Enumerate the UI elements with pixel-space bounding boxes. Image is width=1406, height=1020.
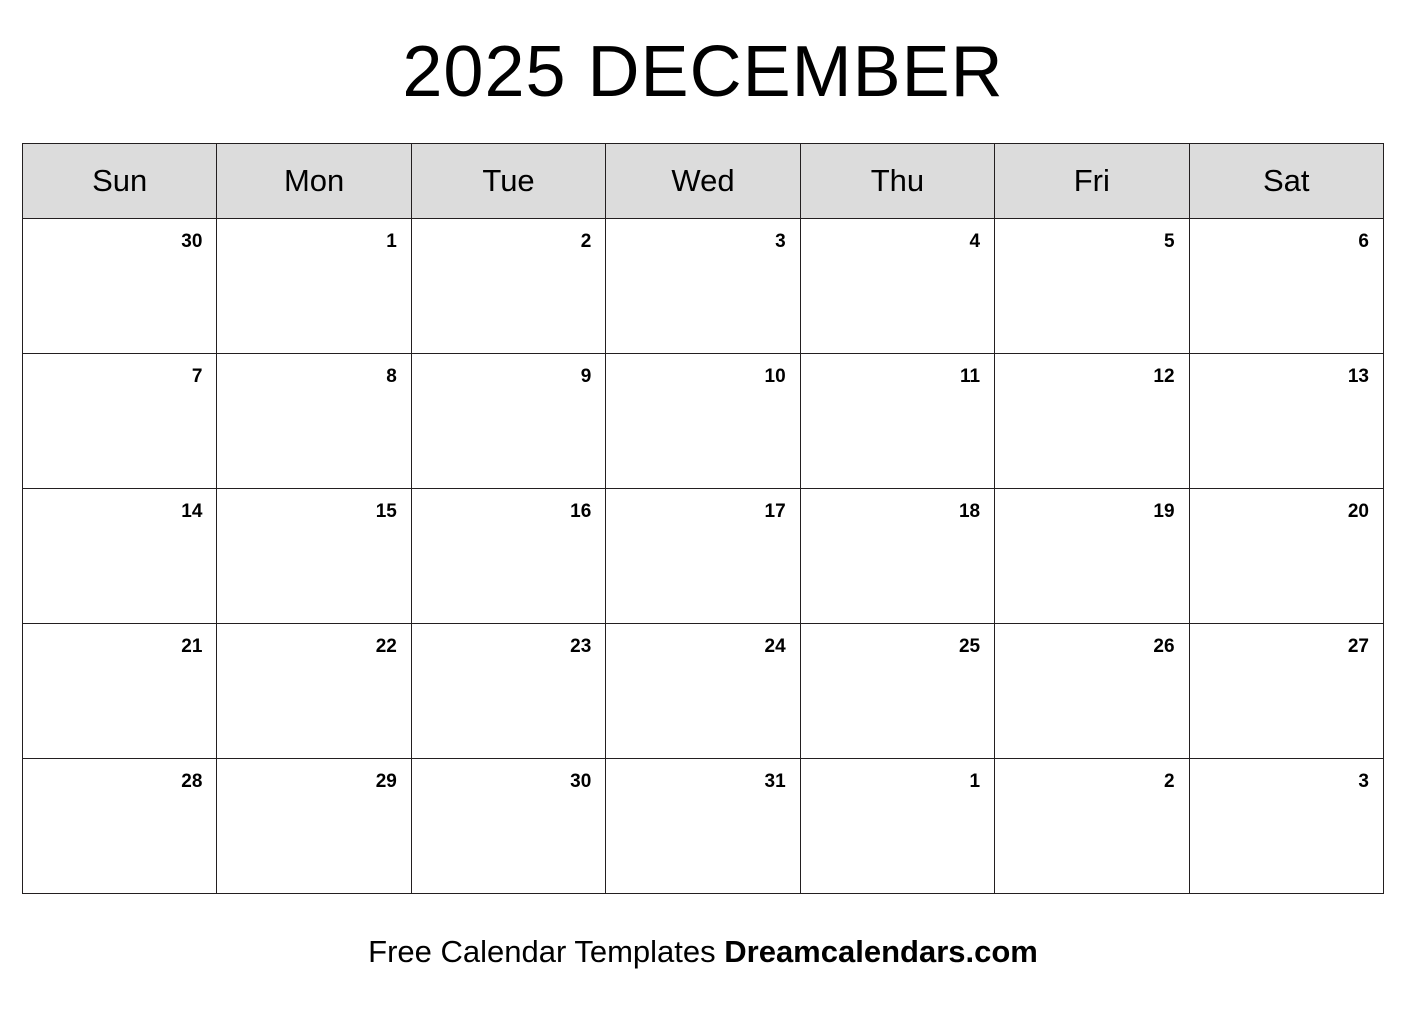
- weekday-header-sun: Sun: [23, 144, 217, 219]
- day-cell[interactable]: [1189, 489, 1383, 624]
- calendar-grid: [22, 143, 1384, 894]
- day-number: 28: [181, 771, 203, 792]
- day-cell[interactable]: [800, 624, 994, 759]
- weekday-header-tue: Tue: [411, 144, 605, 219]
- day-cell[interactable]: [606, 219, 800, 354]
- day-number: 5: [1163, 231, 1175, 252]
- day-number: 11: [960, 366, 981, 387]
- day-cell[interactable]: [411, 759, 605, 894]
- page-title: 2025 DECEMBER: [402, 32, 1004, 112]
- day-number: 30: [181, 231, 203, 252]
- day-number: 29: [375, 771, 397, 792]
- day-number: 30: [570, 771, 592, 792]
- day-cell[interactable]: [995, 489, 1189, 624]
- calendar-week-row: [23, 624, 1384, 759]
- day-number: 12: [1153, 366, 1175, 387]
- day-cell[interactable]: [606, 759, 800, 894]
- day-number: 13: [1347, 366, 1369, 387]
- calendar-week-row: [23, 759, 1384, 894]
- day-cell[interactable]: [411, 624, 605, 759]
- day-cell[interactable]: [606, 489, 800, 624]
- day-cell[interactable]: [217, 759, 411, 894]
- day-number: 24: [764, 636, 786, 657]
- day-number: 3: [1358, 771, 1369, 792]
- day-cell[interactable]: [411, 354, 605, 489]
- day-cell[interactable]: [217, 219, 411, 354]
- weekday-header-row: [23, 144, 1384, 219]
- day-cell[interactable]: [23, 759, 217, 894]
- day-number: 19: [1153, 501, 1175, 522]
- day-number: 17: [764, 501, 786, 522]
- weekday-header-thu: Thu: [800, 144, 994, 219]
- day-number: 21: [181, 636, 203, 657]
- day-cell[interactable]: [217, 354, 411, 489]
- day-number: 7: [191, 366, 203, 387]
- day-cell[interactable]: [1189, 624, 1383, 759]
- day-cell[interactable]: [411, 489, 605, 624]
- day-cell[interactable]: [606, 624, 800, 759]
- day-number: 10: [764, 366, 786, 387]
- footer: [0, 930, 1406, 974]
- day-cell[interactable]: [800, 219, 994, 354]
- day-cell[interactable]: [23, 354, 217, 489]
- day-cell[interactable]: [23, 489, 217, 624]
- day-number: 1: [969, 771, 981, 792]
- footer-brand: Dreamcalendars.com: [724, 934, 1038, 969]
- day-number: 2: [580, 231, 592, 252]
- day-cell[interactable]: [800, 489, 994, 624]
- day-number: 20: [1347, 501, 1369, 522]
- day-cell[interactable]: [800, 354, 994, 489]
- day-cell[interactable]: [995, 219, 1189, 354]
- day-number: 6: [1358, 231, 1369, 252]
- day-number: 23: [570, 636, 592, 657]
- day-cell[interactable]: [995, 624, 1189, 759]
- calendar-week-row: [23, 219, 1384, 354]
- day-cell[interactable]: [411, 219, 605, 354]
- day-number: 16: [570, 501, 592, 522]
- day-number: 1: [386, 231, 397, 252]
- weekday-header-fri: Fri: [995, 144, 1189, 219]
- day-number: 9: [580, 366, 592, 387]
- day-number: 31: [764, 771, 786, 792]
- weekday-header-sat: Sat: [1189, 144, 1383, 219]
- day-cell[interactable]: [217, 489, 411, 624]
- calendar-week-row: [23, 354, 1384, 489]
- day-number: 3: [775, 231, 786, 252]
- day-cell[interactable]: [606, 354, 800, 489]
- day-number: 15: [375, 501, 397, 522]
- day-number: 25: [958, 636, 981, 657]
- weekday-header-mon: Mon: [217, 144, 411, 219]
- day-cell[interactable]: [995, 354, 1189, 489]
- calendar-week-row: [23, 489, 1384, 624]
- day-number: 18: [958, 501, 981, 522]
- day-cell[interactable]: [217, 624, 411, 759]
- day-number: 4: [969, 231, 981, 252]
- day-cell[interactable]: [1189, 759, 1383, 894]
- day-number: 26: [1153, 636, 1175, 657]
- day-cell[interactable]: [23, 624, 217, 759]
- day-number: 14: [181, 501, 203, 522]
- day-cell[interactable]: [23, 219, 217, 354]
- day-number: 8: [386, 366, 397, 387]
- footer-text: Free Calendar Templates: [368, 934, 725, 969]
- day-cell[interactable]: [1189, 219, 1383, 354]
- day-number: 22: [375, 636, 397, 657]
- day-cell[interactable]: [800, 759, 994, 894]
- day-cell[interactable]: [995, 759, 1189, 894]
- weekday-header-wed: Wed: [606, 144, 800, 219]
- day-number: 2: [1163, 771, 1175, 792]
- day-number: 27: [1347, 636, 1369, 657]
- day-cell[interactable]: [1189, 354, 1383, 489]
